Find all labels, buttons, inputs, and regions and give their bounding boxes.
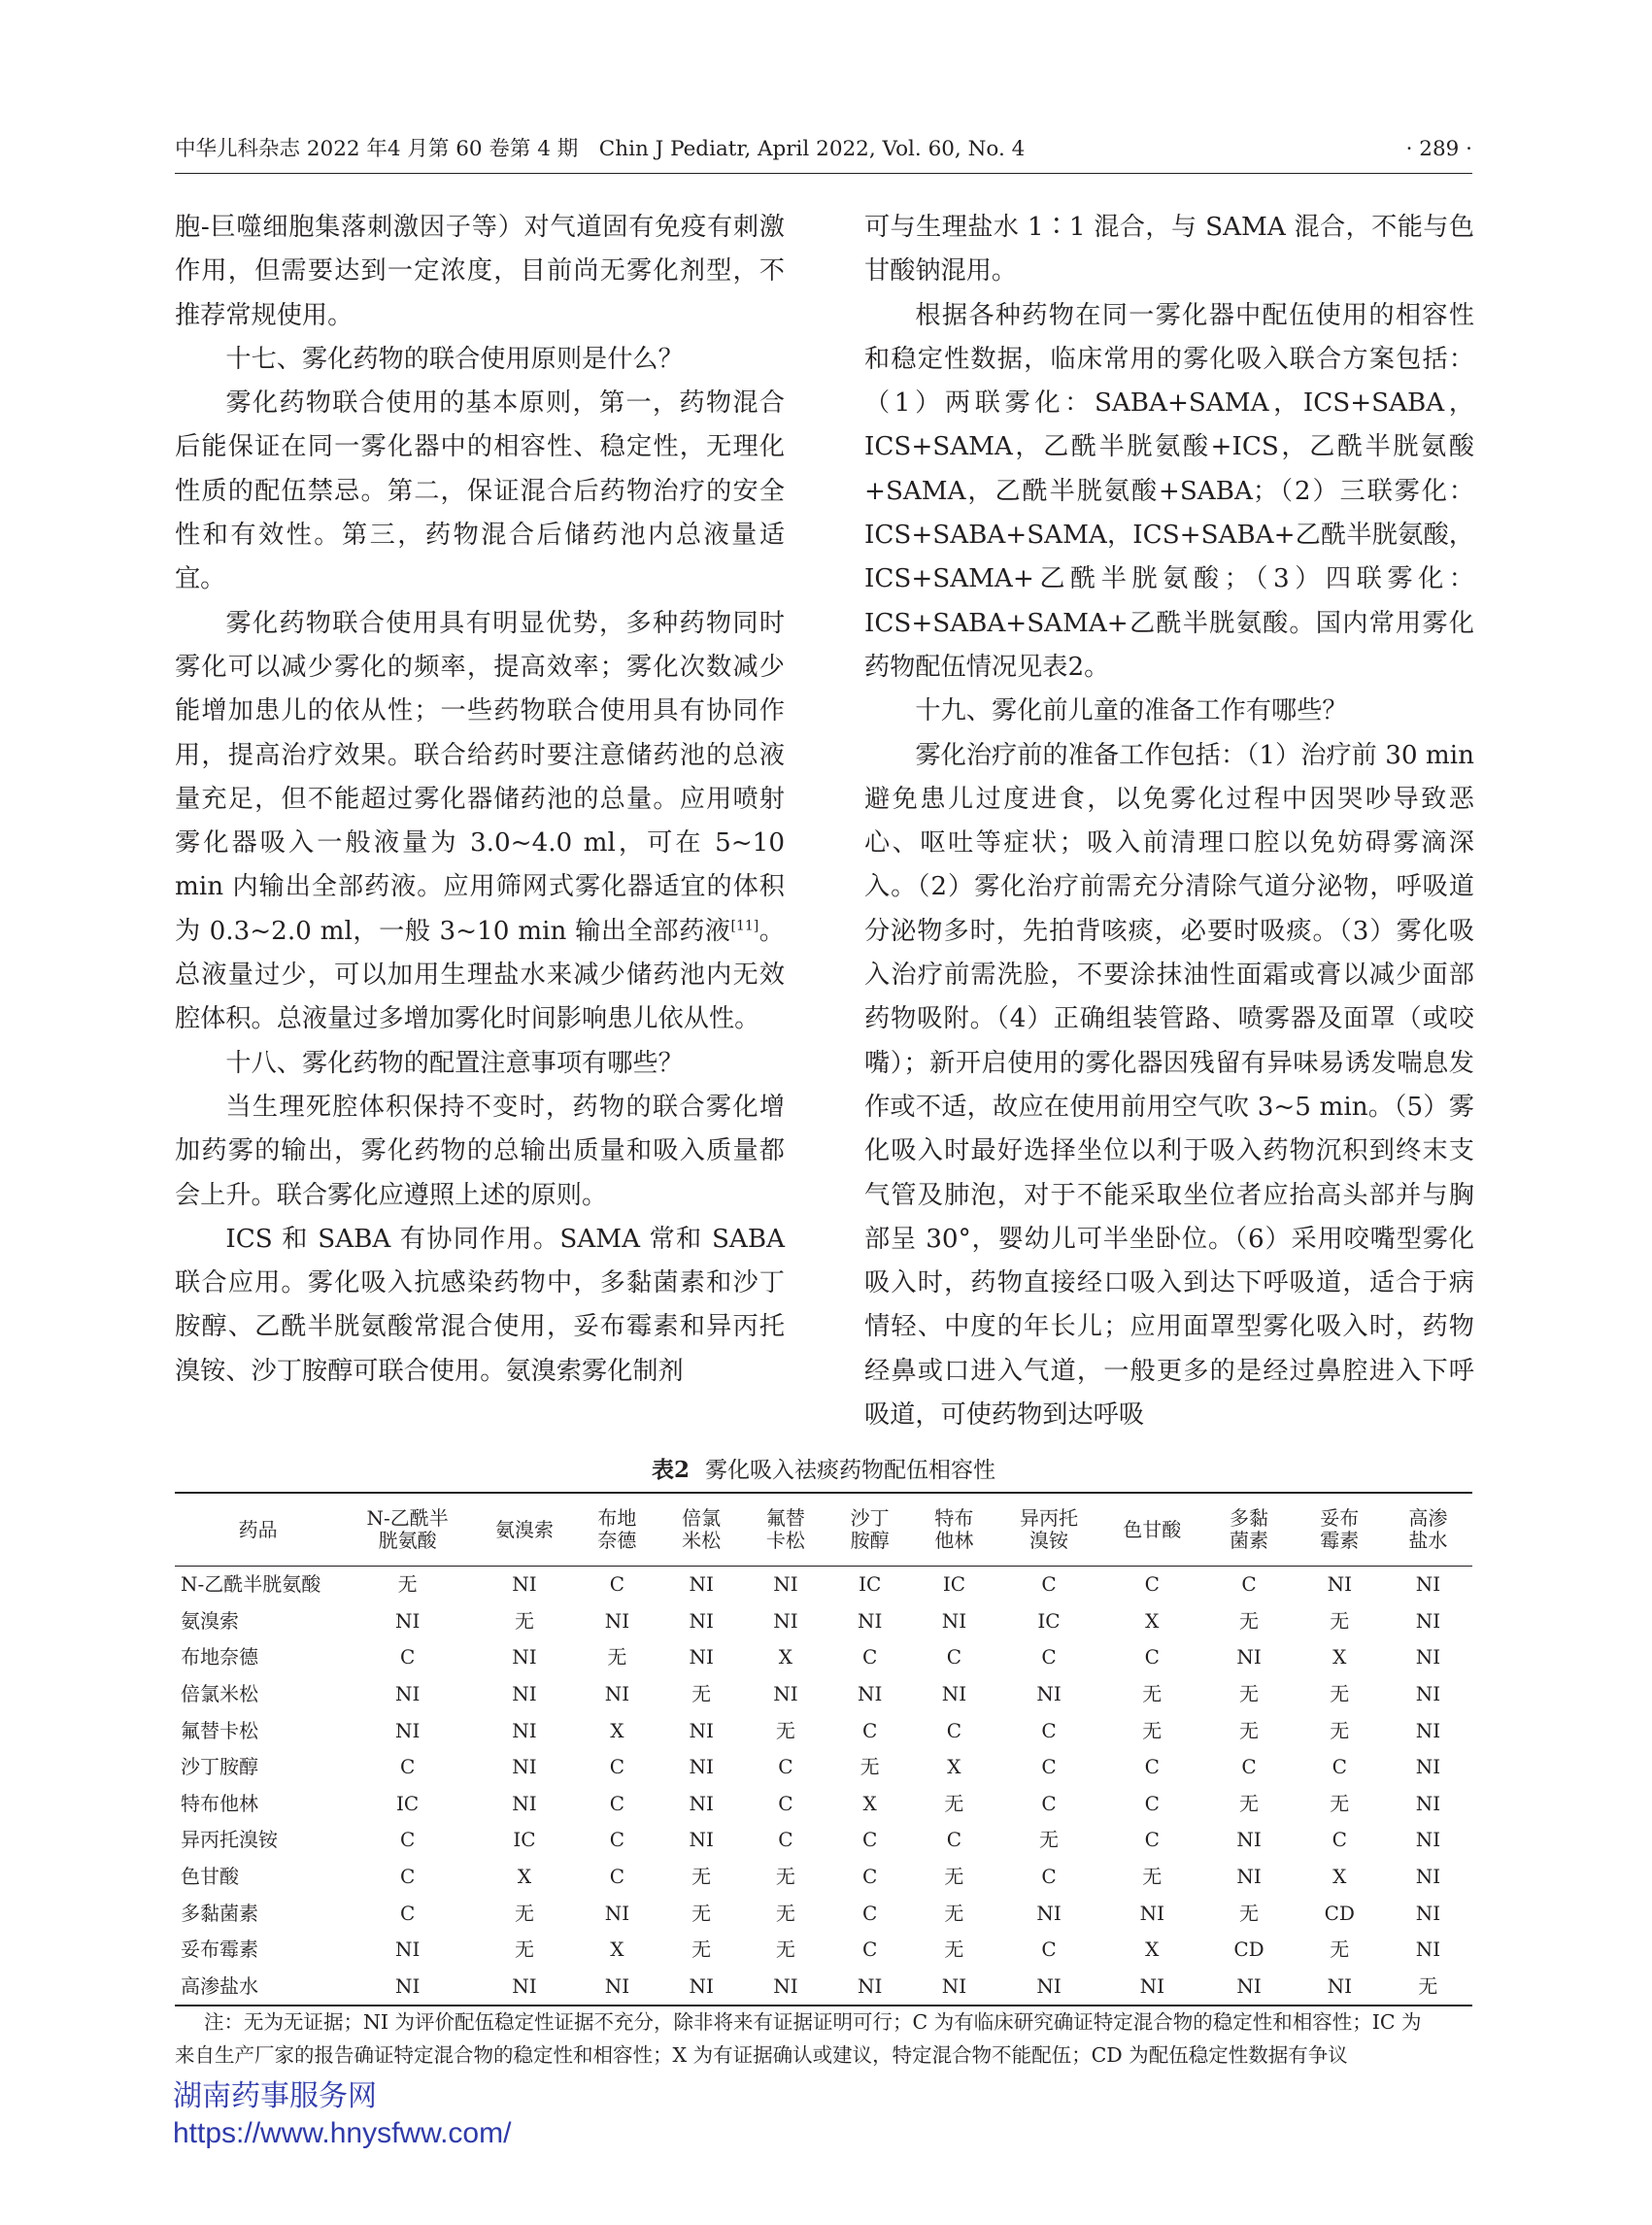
table-row bbox=[175, 1786, 1472, 1823]
table-cell: 无 bbox=[1330, 1608, 1350, 1633]
row-label: N-乙酰半胱氨酸 bbox=[181, 1572, 321, 1597]
column-header-text: 霉素 bbox=[1320, 1529, 1360, 1552]
paragraph: 根据各种药物在同一雾化器中配伍使用的相容性和稳定性数据，临床常用的雾化吸入联合方案包括：（1）两联雾化：SABA+SAMA，ICS+SABA，ICS+SAMA，乙酰半胱氨酸+ICS，乙酰半胱氨酸+SAMA，乙酰半胱氨酸+SABA；（2）三联雾化：ICS+SABA+SAMA，ICS+SABA+乙酰半胱氨酸，ICS+SAMA+乙酰半胱氨酸；（3）四联雾化：ICS+SABA+SAMA+乙酰半胱氨酸。国内常用雾化药物配伍情况见表2。 bbox=[864, 300, 1474, 682]
column-header-text: 溴铵 bbox=[1029, 1529, 1069, 1552]
paragraph: 雾化药物联合使用的基本原则，第一，药物混合后能保证在同一雾化器中的相容性、稳定性，无理化性质的配伍禁忌。第二，保证混合后药物治疗的安全性和有效性。第三，药物混合后储药池内总液量适宜。 bbox=[175, 388, 785, 594]
table-cell: C bbox=[946, 1718, 962, 1742]
table-cell: C bbox=[862, 1938, 878, 1962]
table-cell: 无 bbox=[1142, 1682, 1163, 1706]
column-header bbox=[175, 1493, 341, 1567]
table-cell: 无 bbox=[775, 1938, 795, 1962]
column-header-text: 药品 bbox=[238, 1517, 278, 1541]
table-cell: NI bbox=[1236, 1828, 1262, 1852]
column-header-text: 色甘酸 bbox=[1123, 1517, 1182, 1541]
table-cell: 无 bbox=[397, 1572, 418, 1597]
table-cell: NI bbox=[689, 1755, 714, 1779]
table-cell: 无 bbox=[691, 1682, 712, 1706]
table-row bbox=[175, 1932, 1472, 1969]
table-cell: C bbox=[1144, 1791, 1160, 1815]
table-cell: 无 bbox=[515, 1938, 534, 1962]
column-header bbox=[912, 1493, 996, 1567]
table-cell: C bbox=[862, 1901, 878, 1925]
table-cell: NI bbox=[659, 1969, 744, 2006]
table-cell: X bbox=[862, 1791, 877, 1815]
table-cell: C bbox=[609, 1828, 625, 1852]
table-cell: NI bbox=[1236, 1645, 1262, 1669]
watermark-url[interactable]: https://www.hnysfww.com/ bbox=[173, 2117, 512, 2149]
table-cell: NI bbox=[1415, 1718, 1441, 1742]
table-cell: 无 bbox=[691, 1865, 712, 1889]
table-cell: NI bbox=[689, 1572, 714, 1597]
table-cell: NI bbox=[1415, 1682, 1441, 1706]
journal-citation: 中华儿科杂志 2022 年4 月第 60 卷第 4 期 Chin J Pediatr, April 2022, Vol. 60, No. 4 bbox=[175, 137, 1026, 161]
table-cell: 无 bbox=[944, 1938, 964, 1962]
table-cell: C bbox=[778, 1828, 793, 1852]
column-header-text: 菌素 bbox=[1230, 1529, 1269, 1552]
table-row bbox=[175, 1749, 1472, 1786]
table-cell: X bbox=[1332, 1645, 1347, 1669]
table-cell: 无 bbox=[607, 1645, 627, 1669]
column-header bbox=[827, 1493, 912, 1567]
table-cell: C bbox=[1144, 1828, 1160, 1852]
table-cell: NI bbox=[1415, 1865, 1441, 1889]
table-cell: IC bbox=[1037, 1608, 1061, 1633]
table-cell: C bbox=[1041, 1791, 1057, 1815]
column-header bbox=[1296, 1493, 1384, 1567]
table-cell: C bbox=[609, 1755, 625, 1779]
table-cell: NI bbox=[1202, 1969, 1295, 2006]
table-cell: C bbox=[1041, 1718, 1057, 1742]
table-cell: C bbox=[399, 1755, 416, 1779]
section-heading: 十八、雾化药物的配置注意事项有哪些？ bbox=[225, 1048, 684, 1078]
table-cell: C bbox=[399, 1865, 416, 1889]
column-header-text: 高渗 bbox=[1408, 1506, 1448, 1530]
table-cell: NI bbox=[941, 1608, 967, 1633]
table-cell: 无 bbox=[775, 1865, 795, 1889]
row-label: 高渗盐水 bbox=[175, 1969, 341, 2006]
paragraph-text: 。总液量过少，可以加用生理盐水来减少储药池内无效腔体积。总液量过多增加雾化时间影响患儿依从性。 bbox=[175, 916, 785, 1034]
table-cell: 无 bbox=[1330, 1791, 1350, 1815]
table-cell: 无 bbox=[1142, 1718, 1163, 1742]
row-label: 特布他林 bbox=[181, 1791, 258, 1815]
table-cell: NI bbox=[394, 1938, 421, 1962]
table-cell: NI bbox=[689, 1828, 714, 1852]
table-cell: 无 bbox=[515, 1901, 534, 1925]
table-row bbox=[175, 1859, 1472, 1896]
table-row bbox=[175, 1603, 1472, 1640]
column-header bbox=[341, 1493, 474, 1567]
table-cell: C bbox=[399, 1901, 416, 1925]
table-cell: 无 bbox=[1039, 1828, 1060, 1852]
table-cell: 无 bbox=[1239, 1718, 1260, 1742]
table-cell: 无 bbox=[1330, 1938, 1350, 1962]
row-label: 氟替卡松 bbox=[181, 1718, 258, 1742]
table-cell: 无 bbox=[944, 1791, 964, 1815]
table-cell: 无 bbox=[1142, 1865, 1163, 1889]
column-header-text: 他林 bbox=[934, 1529, 974, 1552]
table-cell: NI bbox=[827, 1969, 912, 2006]
table-cell: X bbox=[947, 1755, 961, 1779]
table-cell: X bbox=[610, 1938, 624, 1962]
column-header-text: 氟替 bbox=[765, 1506, 805, 1530]
table-cell: C bbox=[862, 1865, 878, 1889]
table-cell: X bbox=[610, 1718, 624, 1742]
table-cell: C bbox=[778, 1791, 793, 1815]
table-row bbox=[175, 1969, 1472, 2006]
paragraph: 可与生理盐水 1∶1 混合，与 SAMA 混合，不能与色甘酸钠混用。 bbox=[864, 213, 1474, 287]
table-note-line: 来自生产厂家的报告确证特定混合物的稳定性和相容性；X 为有证据确认或建议，特定混合物不能配伍；CD 为配伍稳定性数据有争议 bbox=[175, 2043, 1348, 2067]
table-cell: C bbox=[1241, 1572, 1257, 1597]
table-cell: NI bbox=[512, 1682, 537, 1706]
table-row bbox=[175, 1639, 1472, 1676]
table-cell: NI bbox=[512, 1791, 537, 1815]
table-cell: C bbox=[946, 1828, 962, 1852]
table-row bbox=[175, 1567, 1472, 1603]
table-cell: C bbox=[1332, 1755, 1347, 1779]
column-header bbox=[474, 1493, 575, 1567]
watermark-name: 湖南药事服务网 bbox=[173, 2080, 377, 2112]
table-cell: NI bbox=[1415, 1645, 1441, 1669]
table-row bbox=[175, 1822, 1472, 1859]
column-header-text: 特布 bbox=[934, 1506, 974, 1530]
table-cell: C bbox=[946, 1645, 962, 1669]
table-note-line: 注：无为无证据；NI 为评价配伍稳定性证据不充分，除非将来有证据证明可行；C 为有临床研究确证特定混合物的稳定性和相容性；IC 为 bbox=[204, 2010, 1422, 2034]
table-cell: 无 bbox=[691, 1938, 712, 1962]
table-cell: C bbox=[1041, 1645, 1057, 1669]
table-cell: C bbox=[1041, 1572, 1057, 1597]
column-header-text: 氨溴索 bbox=[495, 1517, 554, 1541]
table-cell: NI bbox=[773, 1682, 798, 1706]
table-cell: 无 bbox=[1239, 1682, 1260, 1706]
table-row bbox=[175, 1676, 1472, 1713]
table-cell: NI bbox=[689, 1791, 714, 1815]
column-header-text: 奈德 bbox=[597, 1529, 637, 1552]
citation-ref[interactable]: [11] bbox=[730, 918, 759, 934]
column-header-text: 卡松 bbox=[765, 1529, 805, 1552]
table-cell: NI bbox=[689, 1608, 714, 1633]
table-cell: NI bbox=[512, 1572, 537, 1597]
table-caption bbox=[175, 1455, 1472, 1486]
table-cell: IC bbox=[942, 1572, 966, 1597]
table-row bbox=[175, 1712, 1472, 1749]
table-cell: NI bbox=[996, 1969, 1101, 2006]
table-cell: NI bbox=[1036, 1901, 1062, 1925]
table-cell: X bbox=[1332, 1865, 1347, 1889]
paragraph: 当生理死腔体积保持不变时，药物的联合雾化增加药雾的输出，雾化药物的总输出质量和吸入质量都会上升。联合雾化应遵照上述的原则。 bbox=[175, 1092, 785, 1210]
table-cell: NI bbox=[744, 1969, 828, 2006]
table-cell: C bbox=[862, 1828, 878, 1852]
row-label: 多黏菌素 bbox=[181, 1901, 258, 1925]
table-header-row bbox=[175, 1493, 1472, 1567]
column-header bbox=[659, 1493, 744, 1567]
table-cell: NI bbox=[1415, 1791, 1441, 1815]
table-cell: NI bbox=[1415, 1608, 1441, 1633]
column-header-text: 多黏 bbox=[1230, 1506, 1269, 1530]
row-label: 色甘酸 bbox=[181, 1865, 239, 1889]
column-header-text: 胱氨酸 bbox=[378, 1529, 437, 1552]
table-cell: NI bbox=[1327, 1572, 1352, 1597]
table-cell: NI bbox=[1415, 1901, 1441, 1925]
row-label: 妥布霉素 bbox=[181, 1938, 258, 1962]
column-header-text: 沙丁 bbox=[850, 1506, 890, 1530]
right-column bbox=[864, 206, 1474, 1437]
left-column bbox=[175, 206, 785, 1394]
page-number: · 289 · bbox=[1405, 137, 1472, 161]
column-header-text: N-乙酰半 bbox=[366, 1506, 449, 1530]
table-cell: NI bbox=[394, 1608, 421, 1633]
table-cell: 无 bbox=[1239, 1901, 1260, 1925]
table-row bbox=[175, 1895, 1472, 1932]
table-cell: X bbox=[1145, 1938, 1160, 1962]
table-cell: NI bbox=[689, 1645, 714, 1669]
table-cell: NI bbox=[1236, 1865, 1262, 1889]
table-cell: 无 bbox=[1239, 1608, 1260, 1633]
table-cell: 无 bbox=[515, 1608, 534, 1633]
table-cell: C bbox=[399, 1828, 416, 1852]
table-cell: C bbox=[778, 1755, 793, 1779]
table-cell: C bbox=[862, 1645, 878, 1669]
table-cell: 无 bbox=[775, 1901, 795, 1925]
table-cell: 无 bbox=[1384, 1969, 1472, 2006]
column-header-text: 胺醇 bbox=[850, 1529, 890, 1552]
table-cell: C bbox=[1332, 1828, 1347, 1852]
table-cell: C bbox=[1041, 1938, 1057, 1962]
paragraph bbox=[175, 602, 785, 1042]
table-cell: NI bbox=[773, 1572, 798, 1597]
table-cell: C bbox=[609, 1572, 625, 1597]
table-cell: NI bbox=[575, 1969, 659, 2006]
table-cell: 无 bbox=[691, 1901, 712, 1925]
table-cell: X bbox=[778, 1645, 793, 1669]
table-cell: NI bbox=[689, 1718, 714, 1742]
column-header-text: 布地 bbox=[597, 1506, 637, 1530]
table-cell: 无 bbox=[775, 1718, 795, 1742]
table-cell: NI bbox=[1415, 1938, 1441, 1962]
table-cell: NI bbox=[857, 1682, 883, 1706]
table-cell: 无 bbox=[860, 1755, 880, 1779]
paragraph: 胞-巨噬细胞集落刺激因子等）对气道固有免疫有刺激作用，但需要达到一定浓度，目前尚无雾化剂型，不推荐常规使用。 bbox=[175, 213, 785, 330]
table-cell: NI bbox=[1101, 1969, 1202, 2006]
column-header bbox=[575, 1493, 659, 1567]
column-header bbox=[1384, 1493, 1472, 1567]
table-body bbox=[175, 1567, 1472, 2006]
table-cell: NI bbox=[1415, 1755, 1441, 1779]
table-cell: NI bbox=[604, 1901, 630, 1925]
table-cell: C bbox=[1144, 1572, 1160, 1597]
row-label: 倍氯米松 bbox=[181, 1682, 258, 1706]
table-cell: NI bbox=[512, 1645, 537, 1669]
table-cell: NI bbox=[604, 1682, 630, 1706]
table-note bbox=[175, 2006, 1472, 2072]
table-cell: 无 bbox=[1239, 1791, 1260, 1815]
table-cell: 无 bbox=[1330, 1682, 1350, 1706]
row-label: 异丙托溴铵 bbox=[181, 1828, 278, 1852]
table-cell: X bbox=[1145, 1608, 1160, 1633]
table-cell: NI bbox=[1036, 1682, 1062, 1706]
paragraph: ICS 和 SABA 有协同作用。SAMA 常和 SABA 联合应用。雾化吸入抗感染药物中，多黏菌素和沙丁胺醇、乙酰半胱氨酸常混合使用，妥布霉素和异丙托溴铵、沙丁胺醇可联合使用。氨溴索雾化制剂 bbox=[175, 1224, 785, 1386]
table-cell: NI bbox=[394, 1682, 421, 1706]
column-header bbox=[1101, 1493, 1202, 1567]
section-heading: 十七、雾化药物的联合使用原则是什么？ bbox=[225, 344, 684, 374]
running-header bbox=[175, 132, 1472, 167]
compatibility-table bbox=[175, 1492, 1472, 2006]
table-cell: C bbox=[399, 1645, 416, 1669]
table-cell: NI bbox=[1415, 1828, 1441, 1852]
table-cell: NI bbox=[604, 1608, 630, 1633]
table-cell: C bbox=[1041, 1865, 1057, 1889]
row-label: 氨溴索 bbox=[181, 1608, 239, 1633]
column-header bbox=[744, 1493, 828, 1567]
paragraph: 雾化治疗前的准备工作包括：（1）治疗前 30 min 避免患儿过度进食，以免雾化过程中因哭吵导致恶心、呕吐等症状；吸入前清理口腔以免妨碍雾滴深入。（2）雾化治疗前需充分清除气道分泌物，呼吸道分泌物多时，先拍背咳痰，必要时吸痰。（3）雾化吸入治疗前需洗脸，不要涂抹油性面霜或膏以减少面部药物吸附。（4）正确组装管路、喷雾器及面罩（或咬嘴）；新开启使用的雾化器因残留有异味易诱发喘息发作或不适，故应在使用前用空气吹 3~5 min。（5）雾化吸入时最好选择坐位以利于吸入药物沉积到终末支气管及肺泡，对于不能采取坐位者应抬高头部并与胸部呈 30°，婴幼儿可半坐卧位。（6）采用咬嘴型雾化吸入时，药物直接经口吸入到达下呼吸道，适合于病情轻、中度的年长儿；应用面罩型雾化吸入时，药物经鼻或口进入气道，一般更多的是经过鼻腔进入下呼吸道，可使药物到达呼吸 bbox=[864, 740, 1474, 1431]
column-header-text: 倍氯 bbox=[682, 1506, 722, 1530]
column-header-text: 异丙托 bbox=[1020, 1506, 1079, 1530]
column-header-text: 盐水 bbox=[1408, 1529, 1448, 1552]
table-title: 雾化吸入祛痰药物配伍相容性 bbox=[705, 1458, 995, 1483]
watermark bbox=[173, 2078, 511, 2152]
column-header bbox=[1202, 1493, 1295, 1567]
table-cell: C bbox=[609, 1865, 625, 1889]
table-cell: CD bbox=[1324, 1901, 1355, 1925]
column-header-text: 米松 bbox=[682, 1529, 722, 1552]
paragraph-text: 雾化药物联合使用具有明显优势，多种药物同时雾化可以减少雾化的频率，提高效率；雾化次数减少能增加患儿的依从性；一些药物联合使用具有协同作用，提高治疗效果。联合给药时要注意储药池的总液量充足，但不能超过雾化器储药池的总量。应用喷射雾化器吸入一般液量为 3.0~4.0 ml，可在 5~10 min 内输出全部药液。应用筛网式雾化器适宜的体积为 0.3~2.0 ml，一般 3~10 min 输出全部药液 bbox=[175, 608, 785, 946]
column-header-text: 妥布 bbox=[1320, 1506, 1360, 1530]
header-rule bbox=[175, 173, 1472, 174]
table-number: 表2 bbox=[651, 1457, 690, 1483]
table-cell: NI bbox=[341, 1969, 474, 2006]
table-cell: C bbox=[1144, 1755, 1160, 1779]
table-cell: IC bbox=[396, 1791, 420, 1815]
table-cell: IC bbox=[513, 1828, 536, 1852]
table-cell: C bbox=[862, 1718, 878, 1742]
table-cell: NI bbox=[1296, 1969, 1384, 2006]
table-cell: X bbox=[517, 1865, 532, 1889]
table-cell: NI bbox=[512, 1718, 537, 1742]
table-cell: 无 bbox=[1330, 1718, 1350, 1742]
row-label: 布地奈德 bbox=[181, 1645, 258, 1669]
table-cell: NI bbox=[941, 1682, 967, 1706]
table-cell: C bbox=[1041, 1755, 1057, 1779]
table-cell: IC bbox=[859, 1572, 882, 1597]
table-cell: C bbox=[1241, 1755, 1257, 1779]
table-cell: C bbox=[1144, 1645, 1160, 1669]
column-header bbox=[996, 1493, 1101, 1567]
table-cell: NI bbox=[474, 1969, 575, 2006]
table-cell: NI bbox=[1139, 1901, 1164, 1925]
table-cell: 无 bbox=[944, 1901, 964, 1925]
table-cell: NI bbox=[394, 1718, 421, 1742]
table-cell: NI bbox=[912, 1969, 996, 2006]
table-cell: NI bbox=[512, 1755, 537, 1779]
table-cell: CD bbox=[1233, 1938, 1264, 1962]
table-cell: NI bbox=[773, 1608, 798, 1633]
table-cell: NI bbox=[857, 1608, 883, 1633]
table-cell: C bbox=[609, 1791, 625, 1815]
table-cell: NI bbox=[1415, 1572, 1441, 1597]
table-cell: 无 bbox=[944, 1865, 964, 1889]
section-heading: 十九、雾化前儿童的准备工作有哪些？ bbox=[915, 696, 1348, 726]
row-label: 沙丁胺醇 bbox=[181, 1755, 258, 1779]
